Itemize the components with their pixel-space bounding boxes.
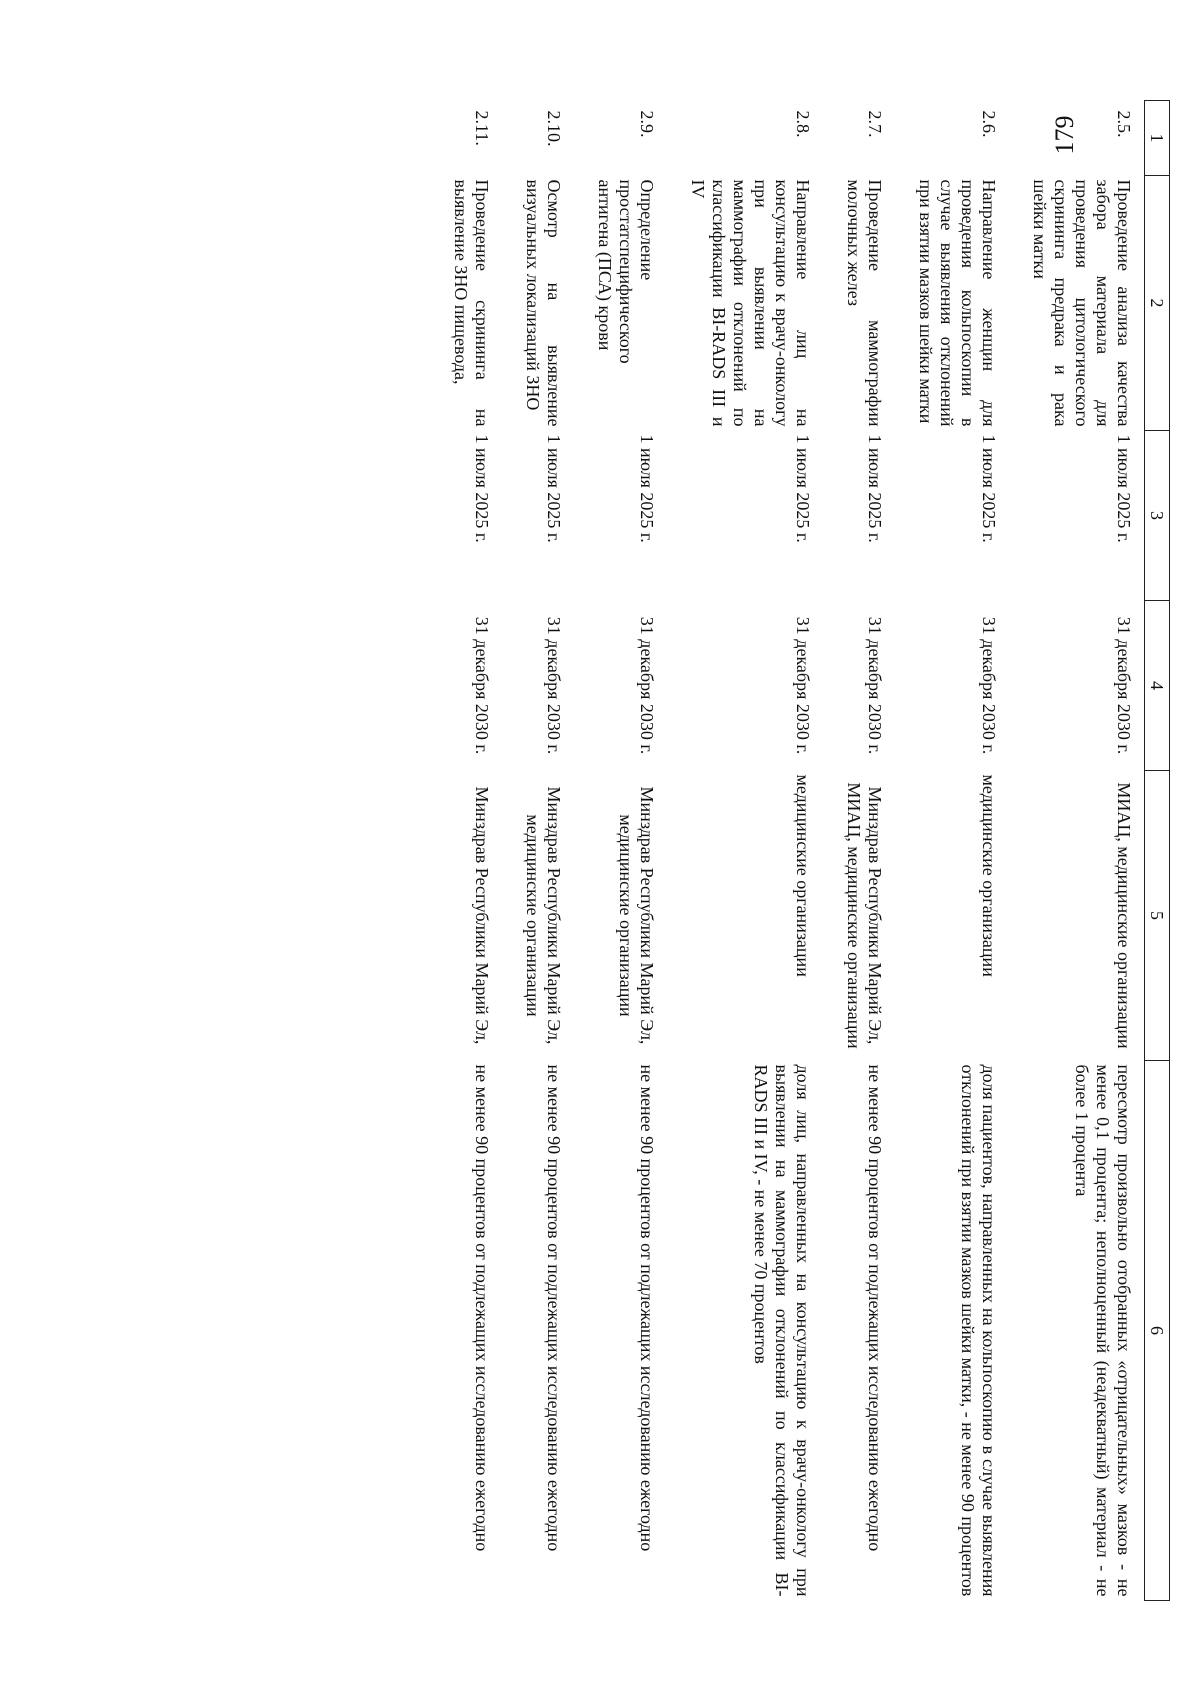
row-activity: Проведение анализа качества забора материала для проведения цитологического скрининга предрака и рака шейки матки: [1030, 179, 1134, 427]
table-row: [574, 101, 667, 1601]
row-number: 2.7.: [865, 110, 885, 138]
measures-table: [430, 100, 1170, 1601]
table-row: [823, 101, 895, 1601]
row-responsible: медицинские организации: [979, 774, 999, 977]
column-header: 1: [1145, 101, 1170, 176]
row-responsible: Минздрав Республики Марий Эл, МИАЦ, медицинские организации: [844, 782, 885, 1049]
page-number: 179: [1050, 115, 1079, 155]
row-responsible: Минздрав Республики Марий Эл,: [472, 786, 492, 1045]
row-start-date: 1 июля 2025 г.: [865, 434, 885, 543]
row-activity: Проведение маммографии молочных желез: [844, 179, 885, 427]
table-row: [1009, 101, 1145, 1601]
row-end-date: 31 декабря 2030 г.: [865, 616, 885, 755]
row-number: 2.8.: [793, 110, 813, 138]
row-result: не менее 90 процентов от подлежащих исследованию ежегодно: [637, 1064, 657, 1552]
row-result: пересмотр произвольно отобранных «отрицательных» мазков - не менее 0,1 процента; неполноценный (неадекватный) материал - не более 1 процента: [1072, 1064, 1134, 1597]
table-row: [502, 101, 574, 1601]
row-responsible: МИАЦ, медицинские организации: [1114, 782, 1134, 1049]
rotated-table-container: [170, 100, 1170, 1600]
row-result: не менее 90 процентов от подлежащих исследованию ежегодно: [544, 1064, 564, 1552]
column-header: 3: [1145, 431, 1170, 601]
row-activity: Проведение скрининга на выявление ЗНО пищевода,: [451, 179, 492, 427]
row-number: 2.11.: [472, 110, 492, 146]
table-row: [895, 101, 1009, 1601]
row-result: доля лиц, направленных на консультацию к врачу-онкологу при выявлении на маммографии отклонений по классификации BI-RADS III и IV, - не менее 70 процентов: [751, 1064, 813, 1597]
table-header-row: [1145, 101, 1170, 1601]
row-end-date: 31 декабря 2030 г.: [1114, 616, 1134, 755]
table-row: [667, 101, 823, 1601]
row-responsible: Минздрав Республики Марий Эл, медицинские организации: [616, 786, 657, 1045]
row-result: не менее 90 процентов от подлежащих исследованию ежегодно: [472, 1064, 492, 1552]
column-header: 2: [1145, 176, 1170, 431]
row-number: 2.5.: [1114, 110, 1134, 138]
row-end-date: 31 декабря 2030 г.: [544, 616, 564, 755]
row-number: 2.6.: [979, 110, 999, 138]
row-start-date: 1 июля 2025 г.: [544, 434, 564, 543]
row-end-date: 31 декабря 2030 г.: [472, 616, 492, 755]
table-row: [430, 101, 502, 1601]
row-activity: Определение простатспецифического антигена (ПСА) крови: [595, 179, 657, 364]
row-start-date: 1 июля 2025 г.: [979, 434, 999, 543]
row-start-date: 1 июля 2025 г.: [472, 434, 492, 543]
row-start-date: 1 июля 2025 г.: [1114, 434, 1134, 543]
row-activity: Направление женщин для проведения кольпоскопии в случае выявления отклонений при взятии мазков шейки матки: [916, 179, 999, 427]
row-end-date: 31 декабря 2030 г.: [637, 616, 657, 755]
column-header: 5: [1145, 771, 1170, 1061]
row-start-date: 1 июля 2025 г.: [793, 434, 813, 543]
row-activity: Направление лиц на консультацию к врачу-онкологу при выявлении на маммографии отклонений по классификации BI-RADS III и IV: [688, 179, 813, 427]
row-number: 2.9.: [637, 110, 657, 138]
row-end-date: 31 декабря 2030 г.: [979, 616, 999, 755]
row-result: доля пациентов, направленных на кольпоскопию в случае выявления отклонений при взятии мазков шейки матки, - не менее 90 процентов: [958, 1064, 999, 1597]
row-number: 2.10.: [544, 110, 564, 147]
row-start-date: 1 июля 2025 г.: [637, 434, 657, 543]
row-end-date: 31 декабря 2030 г.: [793, 616, 813, 755]
column-header: 4: [1145, 601, 1170, 771]
row-responsible: Минздрав Республики Марий Эл, медицинские организации: [523, 786, 564, 1045]
column-header: 6: [1145, 1061, 1170, 1601]
row-result: не менее 90 процентов от подлежащих исследованию ежегодно: [865, 1064, 885, 1552]
row-activity: Осмотр на выявление визуальных локализаций ЗНО: [523, 179, 564, 427]
row-responsible: медицинские организации: [793, 774, 813, 977]
